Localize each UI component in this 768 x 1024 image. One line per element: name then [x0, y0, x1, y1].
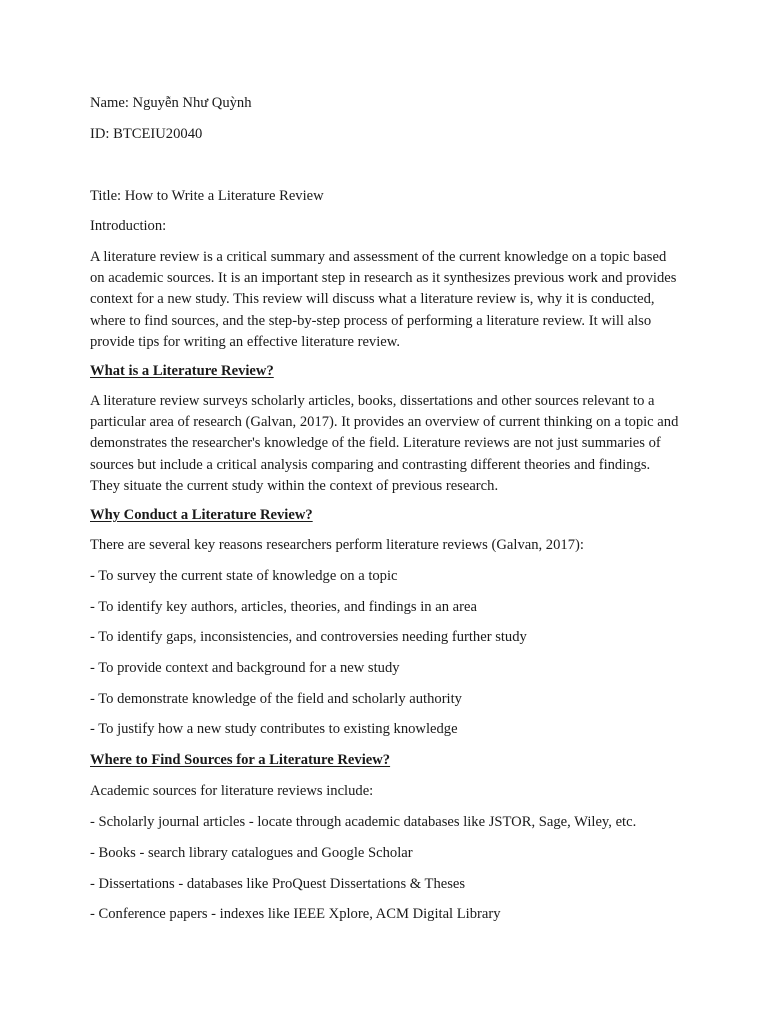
why-intro: There are several key reasons researchers perform literature reviews (Galvan, 2017):	[90, 537, 584, 553]
why-list-item: - To survey the current state of knowledge on a topic	[90, 568, 398, 584]
why-list-item: - To demonstrate knowledge of the field and scholarly authority	[90, 691, 462, 707]
why-list-item: - To provide context and background for a new study	[90, 660, 400, 676]
document-title: Title: How to Write a Literature Review	[90, 188, 324, 204]
why-list-item: - To identify key authors, articles, theories, and findings in an area	[90, 599, 477, 615]
introduction-paragraph: A literature review is a critical summary and assessment of the current knowledge on a topic based on academic sources. It is an important step in research as it synthesizes previous work and provides context for a new study. This review will discuss what a literature review is, why it is conducted, where to find sources, and the step-by-step process of performing a literature review. It will also provide tips for writing an effective literature review.	[90, 249, 677, 350]
where-list-item: - Dissertations - databases like ProQuest Dissertations & Theses	[90, 876, 466, 892]
where-list-item: - Books - search library catalogues and Google Scholar	[90, 845, 413, 861]
where-intro: Academic sources for literature reviews include:	[90, 783, 374, 799]
student-name: Name: Nguyễn Như Quỳnh	[90, 95, 252, 111]
why-list-item: - To justify how a new study contributes to existing knowledge	[90, 721, 458, 737]
introduction-label: Introduction:	[90, 218, 167, 234]
where-list-item: - Conference papers - indexes like IEEE Xplore, ACM Digital Library	[90, 906, 501, 922]
section-heading-what: What is a Literature Review?	[90, 363, 274, 379]
section-heading-why: Why Conduct a Literature Review?	[90, 507, 313, 523]
why-list-item: - To identify gaps, inconsistencies, and controversies needing further study	[90, 629, 527, 645]
where-list-item: - Scholarly journal articles - locate through academic databases like JSTOR, Sage, Wiley, etc.	[90, 814, 637, 830]
what-paragraph: A literature review surveys scholarly articles, books, dissertations and other sources relevant to a particular area of research (Galvan, 2017). It provides an overview of current thinking on a topic and demonstrates the researcher's knowledge of the field. Literature reviews are not just summaries of sources but include a critical analysis comparing and contrasting different theories and findings. They situate the current study within the context of previous research.	[90, 393, 679, 494]
section-heading-where: Where to Find Sources for a Literature Review?	[90, 752, 391, 768]
student-id: ID: BTCEIU20040	[90, 126, 203, 142]
